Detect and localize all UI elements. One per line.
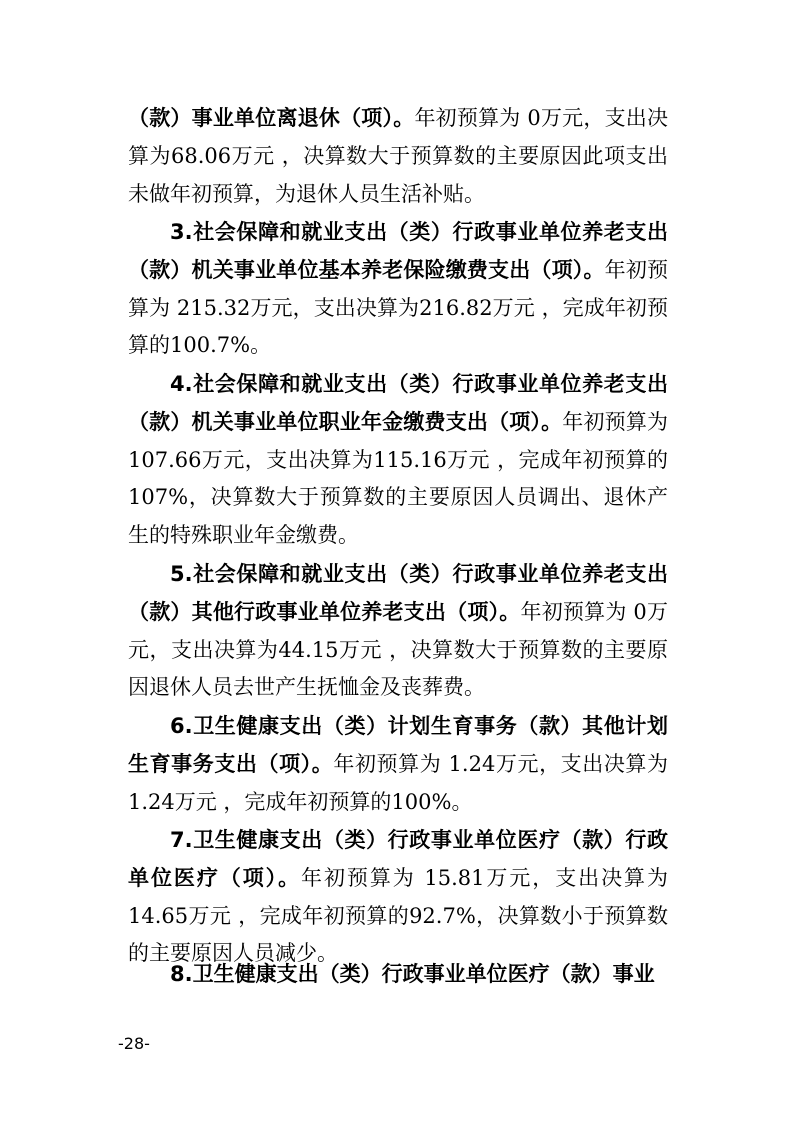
paragraph-body: 年初预算为 0万元，支出决算为68.06万元 ，决算数大于预算数的主要原因此项支出未做年初预算，为退休人员生活补贴。 (128, 106, 668, 206)
paragraph-body: 年初预算为 215.32万元，支出决算为216.82万元 ，完成年初预算的100.7%。 (128, 257, 669, 358)
paragraph-family-planning (128, 708, 668, 821)
paragraph-body: 年初预算为 0万元，支出决算为44.15万元 ，决算数大于预算数的主要原因退休人员去世产生抚恤金及丧葬费。 (128, 599, 668, 700)
paragraph-other-pension (128, 556, 668, 707)
paragraph-body: 年初预算为 15.81万元，支出决算为14.65万元 ，完成年初预算的92.7%，决算数小于预算数的主要原因人员减少。 (128, 865, 668, 966)
paragraph-administrative-medical (128, 822, 668, 973)
paragraph-heading: 4.社会保障和就业支出（类）行政事业单位养老支出（款）机关事业单位职业年金缴费支出（项）。 (128, 372, 668, 434)
paragraph-body: 年初预算为 1.24万元，支出决算为1.24万元 ，完成年初预算的100%。 (128, 751, 668, 814)
paragraph-retirement-institution (128, 100, 668, 213)
paragraph-heading: 8.卫生健康支出（类）行政事业单位医疗（款）事业 (170, 962, 655, 986)
paragraph-heading: 5.社会保障和就业支出（类）行政事业单位养老支出（款）其他行政事业单位养老支出（项）。 (128, 562, 668, 624)
paragraph-heading: 7.卫生健康支出（类）行政事业单位医疗（款）行政单位医疗（项）。 (128, 828, 668, 890)
paragraph-body: 年初预算为107.66万元，支出决算为115.16万元 ，完成年初预算的107%，决算数大于预算数的主要原因人员调出、退休产生的特殊职业年金缴费。 (128, 409, 669, 548)
paragraph-heading: 3.社会保障和就业支出（类）行政事业单位养老支出（款）机关事业单位基本养老保险缴费支出（项）。 (128, 220, 668, 282)
paragraph-occupational-annuity (128, 366, 668, 555)
page-number: -28- (118, 1034, 150, 1053)
paragraph-heading: 6.卫生健康支出（类）计划生育事务（款）其他计划生育事务支出（项）。 (128, 714, 668, 776)
paragraph-basic-pension-insurance (128, 214, 668, 365)
paragraph-institution-medical (128, 956, 668, 994)
paragraph-heading: （款）事业单位离退休（项）。 (128, 106, 415, 130)
